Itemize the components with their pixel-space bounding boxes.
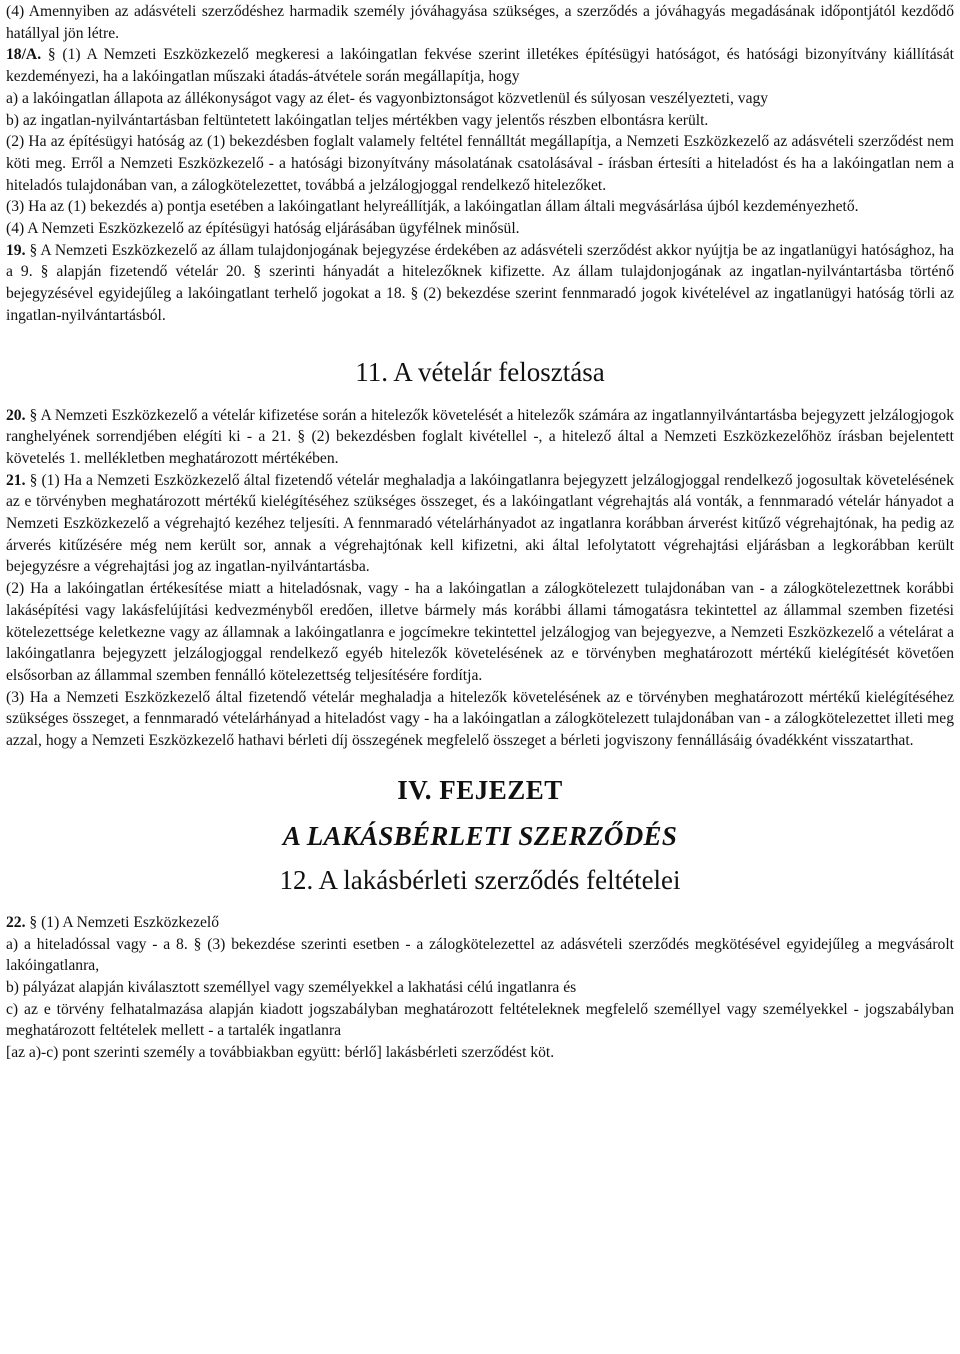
paragraph-text: (3) Ha az (1) bekezdés a) pontja esetében a lakóingatlant helyreállítják, a lakóingatlan állam általi megvásárlása újból kezdeményezhető. (6, 198, 859, 216)
paragraph-text: (2) Ha az építésügyi hatóság az (1) bekezdésben foglalt valamely feltétel fennálltát megállapítja, a Nemzeti Eszközkezelő az adásvételi szerződést nem köti meg. Erről a Nemzeti Eszközkezelő - a hatósági bizonyítvány másolatának csatolásával - írásban értesíti a hiteladóst és ha a lakóingatlan nem a hiteladós tulajdonában van, a zálogkötelezettet, továbbá a jelzálogjoggal rendelkező hitelezőket. (6, 133, 954, 194)
paragraph (6, 110, 954, 132)
section-mid (6, 405, 954, 752)
paragraph (6, 405, 954, 470)
paragraph (6, 912, 954, 934)
paragraph-text: b) az ingatlan-nyilvántartásban feltüntetett lakóingatlan teljes mértékben vagy jelentős részben elbontásra került. (6, 111, 709, 129)
paragraph-text: b) pályázat alapján kiválasztott személlyel vagy személyekkel a lakhatási célú ingatlanra és (6, 978, 577, 996)
section-number: 18/A. (6, 46, 42, 64)
paragraph (6, 218, 954, 240)
paragraph (6, 88, 954, 110)
section-bottom (6, 912, 954, 1064)
paragraph (6, 578, 954, 687)
paragraph-text: § A Nemzeti Eszközkezelő az állam tulajdonjogának bejegyzése érdekében az adásvételi szerződést akkor nyújtja be az ingatlanügyi hatósághoz, ha a 9. § alapján fizetendő vételár 20. § szerinti hányadát a hitelezőknek kifizette. Az állam tulajdonjogának az ingatlan-nyilvántartásba történő bejegyzésével egyidejűleg a lakóingatlant terhelő jogokat a 18. § (2) bekezdése szerint fennmaradó jogok kivételével az ingatlanügyi hatóság törli az ingatlan-nyilvántartásból. (6, 241, 954, 324)
paragraph-text: § A Nemzeti Eszközkezelő a vételár kifizetése során a hitelezők követelését a hitelezők számára az ingatlannyilvántartásba bejegyzett jelzálogjogok ranghelyének sorrendjében elégíti ki - a 21. § (2) bekezdésben foglalt kivétellel -, a hitelező által a Nemzeti Eszközkezelőhöz írásban bejelentett követelés 1. mellékletben meghatározott mértékében. (6, 406, 954, 467)
section-top (6, 0, 954, 327)
paragraph-text: § (1) A Nemzeti Eszközkezelő (25, 913, 220, 931)
section-heading-11: 11. A vételár felosztása (355, 356, 605, 387)
paragraph (6, 131, 954, 196)
section-number: 20. (6, 406, 26, 424)
paragraph (6, 1042, 954, 1064)
section-heading-12: 12. A lakásbérleti szerződés feltételei (279, 864, 681, 895)
section-number: 22. (6, 913, 26, 931)
chapter-label: IV. FEJEZET (397, 774, 563, 805)
paragraph (6, 44, 954, 87)
paragraph (6, 470, 954, 579)
chapter-title: A LAKÁSBÉRLETI SZERZŐDÉS (282, 820, 678, 851)
paragraph-text: [az a)-c) pont szerinti személy a továbbiakban együtt: bérlő] lakásbérleti szerződést köt. (6, 1044, 555, 1062)
paragraph (6, 0, 954, 44)
paragraph (6, 934, 954, 977)
paragraph-text: § (1) A Nemzeti Eszközkezelő megkeresi a lakóingatlan fekvése szerint illetékes építésügyi hatóságot, és hatósági bizonyítvány kiállítását kezdeményezi, ha a lakóingatlan műszaki átadás-átvétele során megállapítja, hogy (6, 46, 954, 86)
paragraph (6, 196, 954, 218)
paragraph (6, 687, 954, 752)
paragraph (6, 240, 954, 327)
paragraph-text: c) az e törvény felhatalmazása alapján kiadott jogszabályban meghatározott feltételeknek megfelelő személlyel vagy személyekkel - jogszabályban meghatározott feltételek mellett - a tartalék ingatlanra (6, 1000, 954, 1040)
paragraph-text: (4) Amennyiben az adásvételi szerződéshez harmadik személy jóváhagyása szükséges, a szerződés a jóváhagyás megadásának időpontjától kezdődő hatállyal jön létre. (6, 3, 954, 42)
section-number: 19. (6, 241, 26, 259)
paragraph (6, 977, 954, 999)
paragraph-text: (4) A Nemzeti Eszközkezelő az építésügyi hatóság eljárásában ügyfélnek minősül. (6, 220, 520, 238)
paragraph-text: a) a hiteladóssal vagy - a 8. § (3) bekezdése szerinti esetben - a zálogkötelezettel az adásvételi szerződés megkötésével egyidejűleg a megvásárolt lakóingatlanra, (6, 935, 954, 975)
paragraph-text: (3) Ha a Nemzeti Eszközkezelő által fizetendő vételár meghaladja a hitelezők követelésének az e törvényben meghatározott mértékű kielégítéséhez szükséges összeget, a fennmaradó vételárhányad a hiteladóst vagy - ha a lakóingatlan a zálogkötelezett tulajdonában van - a zálogkötelezettet illeti meg azzal, hogy a Nemzeti Eszközkezelő hathavi bérleti díj összegének megfelelő összeget a bérleti jogviszony fennállásáig óvadékként visszatarthat. (6, 688, 954, 750)
section-number: 21. (6, 471, 26, 489)
paragraph-text: (2) Ha a lakóingatlan értékesítése miatt a hiteladósnak, vagy - ha a lakóingatlan a zálogkötelezett tulajdonában van - a zálogkötelezettnek korábbi lakásépítési vagy lakásfelújítási kedvezményből eredően, illetve bármely más korábbi állami támogatásra tekintettel az állammal szemben fizetési kötelezettsége keletkezne vagy az államnak a lakóingatlanra e jogcímekre tekintettel jelzálogjog van bejegyezve, a Nemzeti Eszközkezelő a vételárat a lakóingatlanra bejegyzett jelzálogjoggal rendelkező egyéb hitelezők követelésének az e törvényben meghatározott mértékű kielégítését követően elsősorban az állammal szemben fennálló kötelezettség teljesítésére fordítja. (6, 580, 954, 684)
paragraph (6, 999, 954, 1042)
paragraph-text: a) a lakóingatlan állapota az állékonyságot vagy az élet- és vagyonbiztonságot közvetlenül és súlyosan veszélyezteti, vagy (6, 89, 769, 107)
paragraph-text: § (1) Ha a Nemzeti Eszközkezelő által fizetendő vételár meghaladja a lakóingatlanra bejegyzett jelzálogjoggal rendelkező jogosultak követelésének az e törvényben meghatározott mértékű kielégítéséhez szükséges összeget, és a lakóingatlant végrehajtás alá vonták, a fennmaradó vételár hányadot a Nemzeti Eszközkezelő a végrehajtó kezéhez teljesíti. A fennmaradó vételárhányadot az ingatlanra korábban árverést kitűző végrehajtónak, ha pedig az árverés kitűzésére még nem került sor, annak a végrehajtónak kell kifizetni, aki által lefolytatott végrehajtási eljárásban a legkorábban került bejegyzésre a végrehajtási jog az ingatlan-nyilvántartásba. (6, 471, 954, 576)
